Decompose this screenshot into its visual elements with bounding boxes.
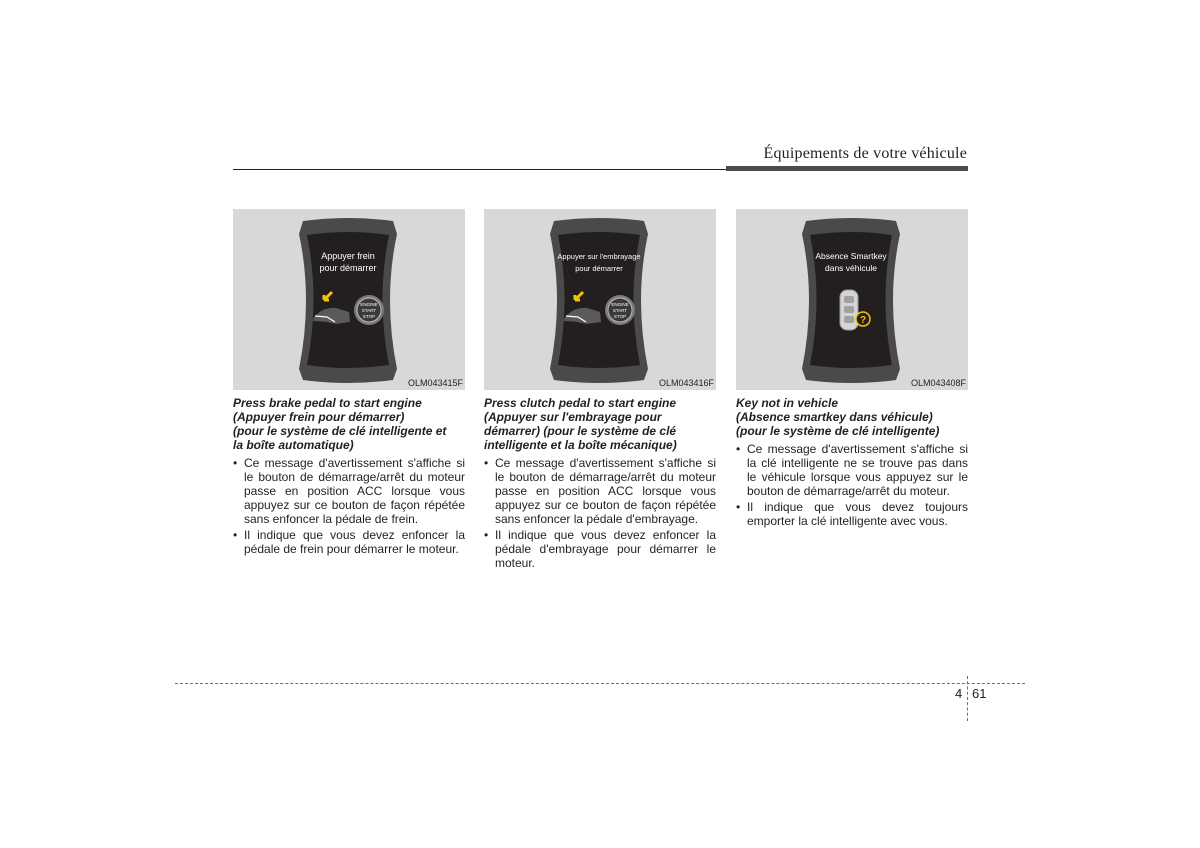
display-text-line-2: pour démarrer	[319, 263, 377, 273]
caption-line: (Appuyer sur l'embrayage pour	[484, 410, 662, 424]
bullet-item: • Ce message d'avertissement s'affiche si la clé intelligente ne se trouve pas dans le véhicule lorsque vous appuyez sur le bouton de démarrage/arrêt du moteur.	[736, 442, 968, 498]
page-header-title: Équipements de votre véhicule	[763, 145, 967, 162]
footer-divider	[967, 676, 968, 721]
column-brake-message	[233, 209, 465, 558]
svg-text:?: ?	[859, 315, 867, 326]
question-mark-icon	[856, 312, 870, 326]
smart-key-icon	[840, 290, 858, 330]
svg-text:ENGINE: ENGINE	[611, 302, 629, 307]
svg-text:ENGINE: ENGINE	[360, 302, 378, 307]
header-rule-accent	[726, 166, 968, 171]
display-text-line-2: dans véhicule	[825, 263, 877, 273]
caption-line: (Appuyer frein pour démarrer)	[233, 410, 405, 424]
header-rule	[233, 169, 726, 170]
figure-code: OLM043408F	[910, 378, 966, 388]
bullet-item: • Il indique que vous devez enfoncer la pédale de frein pour démarrer le moteur.	[233, 528, 465, 556]
cluster-display-illustration	[484, 209, 716, 390]
caption-line: intelligente et la boîte mécanique)	[484, 438, 677, 452]
figure-caption	[233, 396, 465, 452]
page-number: 61	[972, 686, 987, 701]
caption-line: Key not in vehicle	[736, 396, 839, 410]
footer-rule	[175, 683, 1025, 684]
display-text-line-1: Appuyer frein	[321, 251, 375, 261]
figure-caption	[484, 396, 716, 452]
figure-caption	[736, 396, 968, 438]
cluster-display-illustration	[233, 209, 465, 390]
bullet-item: • Il indique que vous devez toujours emporter la clé intelligente avec vous.	[736, 500, 968, 528]
figure-code: OLM043415F	[407, 378, 463, 388]
svg-text:STOP: STOP	[362, 314, 376, 319]
cluster-display-figure	[484, 209, 716, 390]
caption-line: Press brake pedal to start engine	[233, 396, 422, 410]
cluster-display-illustration	[736, 209, 968, 390]
bullet-item: • Il indique que vous devez enfoncer la pédale d'embrayage pour démarrer le moteur.	[484, 528, 716, 570]
bullet-item: • Ce message d'avertissement s'affiche si le bouton de démarrage/arrêt du moteur passe en position ACC lorsque vous appuyez sur ce bouton de façon répétée sans enfoncer la pédale d'embrayage.	[484, 456, 716, 526]
svg-text:START: START	[361, 308, 377, 313]
svg-text:START: START	[612, 308, 628, 313]
column-clutch-message	[484, 209, 716, 572]
bullet-list	[736, 442, 968, 528]
caption-line: (Absence smartkey dans véhicule)	[736, 410, 933, 424]
display-text-line-1: Absence Smartkey	[815, 251, 887, 261]
caption-line: (pour le système de clé intelligente et	[233, 424, 447, 438]
display-text-line-1: Appuyer sur l'embrayage	[557, 252, 641, 261]
bullet-item: • Ce message d'avertissement s'affiche si le bouton de démarrage/arrêt du moteur passe en position ACC lorsque vous appuyez sur ce bouton de façon répétée sans enfoncer la pédale de frein.	[233, 456, 465, 526]
engine-start-stop-button-icon	[605, 295, 635, 325]
svg-text:STOP: STOP	[613, 314, 627, 319]
bullet-list	[484, 456, 716, 570]
engine-start-stop-button-icon	[354, 295, 384, 325]
caption-line: démarrer) (pour le système de clé	[484, 424, 677, 438]
column-key-not-in-vehicle	[736, 209, 968, 530]
bullet-list	[233, 456, 465, 556]
caption-line: Press clutch pedal to start engine	[484, 396, 677, 410]
chapter-number: 4	[955, 686, 963, 701]
cluster-display-figure	[736, 209, 968, 390]
caption-line: la boîte automatique)	[233, 438, 354, 452]
figure-code: OLM043416F	[658, 378, 714, 388]
display-text-line-2: pour démarrer	[575, 264, 623, 273]
cluster-display-figure	[233, 209, 465, 390]
caption-line: (pour le système de clé intelligente)	[736, 424, 940, 438]
